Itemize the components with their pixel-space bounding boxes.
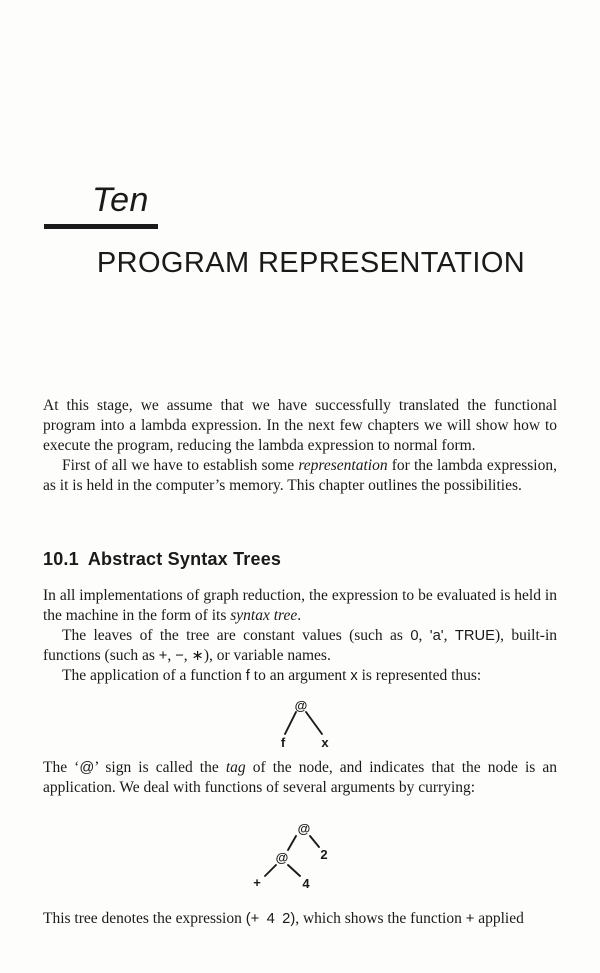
paragraph-application (43, 666, 557, 686)
closing-paragraph-wrap (43, 909, 557, 929)
text-run: 0 (410, 628, 419, 644)
paragraph-intro-1 (43, 396, 557, 456)
text-run: ), built-in functions (such as (43, 627, 558, 664)
section-number: 10.1 (43, 549, 79, 569)
text-run: to an argument (249, 667, 351, 684)
tag-paragraph-wrap (43, 758, 557, 798)
intro-paragraphs (43, 396, 557, 496)
text-run: is represented thus: (357, 667, 482, 684)
text-run: The leaves of the tree are constant values (such as (62, 627, 411, 644)
text-run: (+ 4 2) (245, 911, 296, 927)
text-run: of the node, and indicates that the node is an application. We deal with functions of several arguments by currying: (43, 759, 557, 796)
text-run: , (183, 647, 192, 664)
paragraph-tag (43, 758, 557, 798)
section-paragraphs (43, 586, 557, 686)
text-run: f (245, 668, 250, 684)
text-run: + (158, 648, 168, 664)
tree1-left-edge (285, 712, 296, 734)
tree1-argument-leaf-label: x (321, 735, 329, 750)
tree2-root-left-edge (288, 836, 296, 850)
text-run: 'a' (429, 628, 444, 644)
text-run: syntax tree (230, 607, 298, 624)
tree1-function-leaf-label: f (280, 735, 286, 750)
text-run: representation (298, 457, 388, 474)
paragraph-denotes (43, 909, 557, 929)
text-run: , (443, 627, 455, 644)
chapter-number: Ten (92, 181, 149, 219)
text-run: The application of a function (62, 667, 246, 684)
text-run: At this stage, we assume that we have successfully translated the functional program into a lambda expression. In the next few chapters we will show how to execute the program, reducing the lambda expression to normal form. (43, 397, 557, 454)
tree2-arg1-leaf-label: 4 (302, 876, 310, 891)
text-run: tag (225, 759, 246, 776)
tree2-inner-left-edge (265, 865, 276, 876)
text-run: @ (79, 760, 95, 776)
tree2-operator-leaf-label: + (253, 875, 261, 890)
paragraph-syntax-tree (43, 586, 557, 626)
text-run: The ‘ (43, 759, 80, 776)
tree2-inner-right-edge (288, 865, 300, 876)
tree1-apply-node-label: @ (294, 698, 308, 713)
text-run: TRUE (454, 628, 495, 644)
text-run: − (175, 648, 184, 664)
text-run: x (350, 668, 358, 684)
text-run: , (418, 627, 430, 644)
tree2-arg2-leaf-label: 2 (320, 847, 328, 862)
text-run: + (465, 911, 475, 927)
text-run: ), or variable names. (203, 647, 331, 664)
currying-tree-diagram (246, 816, 341, 896)
text-run: applied (474, 910, 524, 927)
text-run: This tree denotes the expression (43, 910, 246, 927)
text-run: , (167, 647, 176, 664)
application-tree-diagram (238, 694, 348, 756)
tree1-right-edge (306, 712, 322, 734)
section-title: Abstract Syntax Trees (87, 549, 282, 569)
tree2-root-apply-label: @ (297, 821, 311, 836)
paragraph-leaves (43, 626, 557, 666)
text-run: . (297, 607, 302, 624)
paragraph-intro-2 (43, 456, 557, 496)
tree2-root-right-edge (310, 836, 319, 847)
text-run: for the lambda expression, as it is held in the computer’s memory. This chapter outlines the possibilities. (43, 457, 557, 494)
text-run: ’ sign is called the (94, 759, 226, 776)
text-run: , which shows the function (295, 910, 466, 927)
text-run: First of all we have to establish some (62, 457, 299, 474)
tree2-inner-apply-label: @ (275, 850, 289, 865)
chapter-title: PROGRAM REPRESENTATION (96, 247, 526, 279)
text-run: In all implementations of graph reduction, the expression to be evaluated is held in the machine in the form of its (43, 587, 557, 624)
chapter-rule (44, 224, 158, 229)
text-run: ∗ (191, 648, 204, 664)
section-heading (43, 549, 281, 570)
